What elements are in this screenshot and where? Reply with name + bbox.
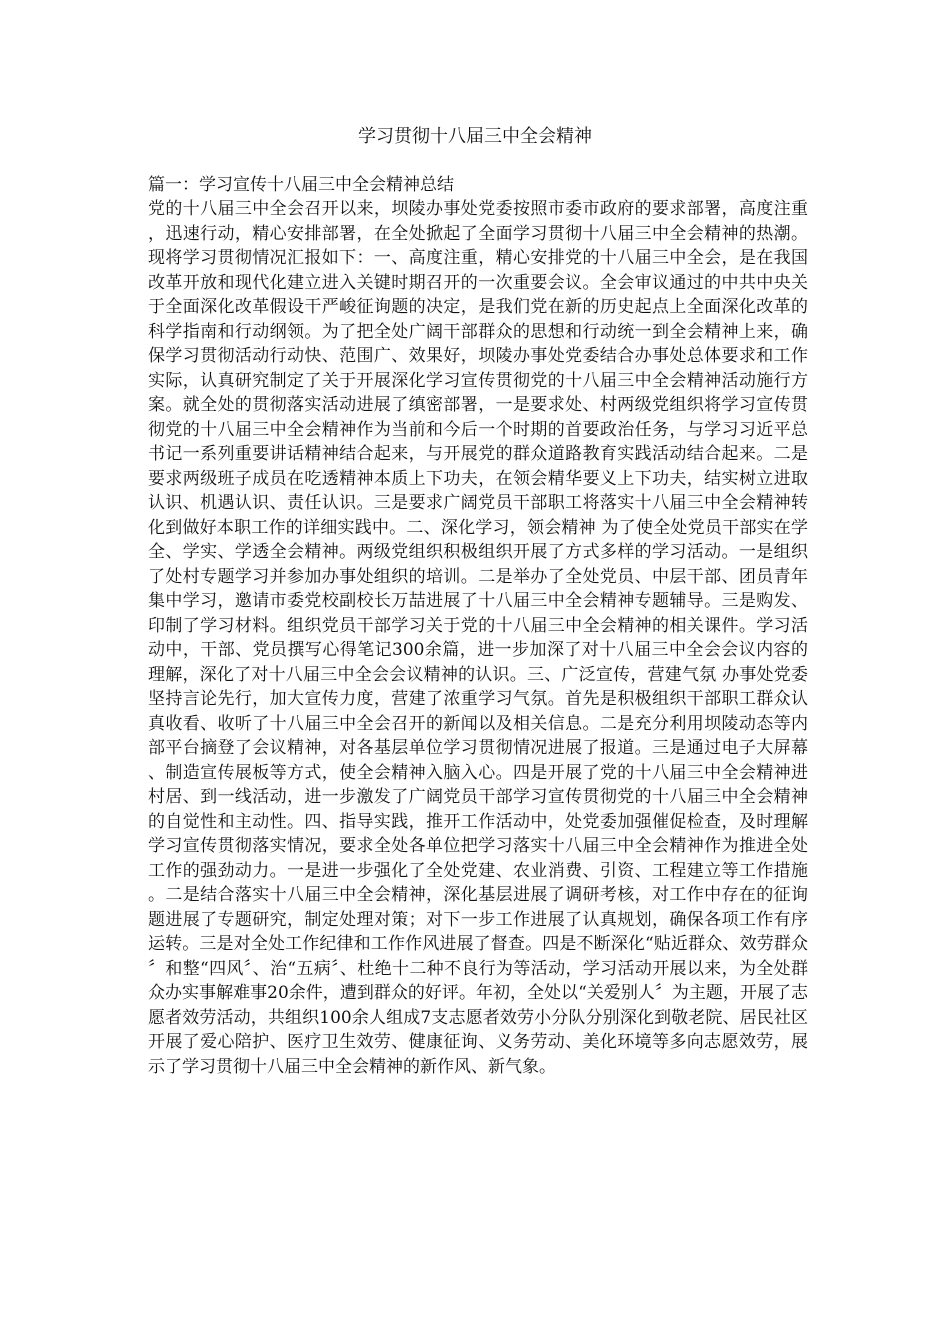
document-title: 学习贯彻十八届三中全会精神 [358,126,592,147]
body-paragraph: 党的十八届三中全会召开以来，坝陵办事处党委按照市委市政府的要求部署，高度注重，迅速行动，精心安排部署，在全处掀起了全面学习贯彻十八届三中全会精神的热潮。现将学习贯彻情况汇报如下：一、高度注重，精心安排党的十八届三中全会，是在我国改革开放和现代化建立进入关键时期召开的一次重要会议。全会审议通过的中共中央关于全面深化改革假设干严峻征询题的决定，是我们党在新的历史起点上全面深化改革的科学指南和行动纲领。为了把全处广阔干部群众的思想和行动统一到全会精神上来，确保学习贯彻活动行动快、范围广、效果好，坝陵办事处党委结合办事处总体要求和工作实际，认真研究制定了关于开展深化学习宣传贯彻党的十八届三中全会精神活动施行方案。就全处的贯彻落实活动进展了缜密部署，一是要求处、村两级党组织将学习宣传贯彻党的十八届三中全会精神作为当前和今后一个时期的首要政治任务，与学习习近平总书记一系列重要讲话精神结合起来，与开展党的群众道路教育实践活动结合起来。二是要求两级班子成员在吃透精神本质上下功夫，在领会精华要义上下功夫，结实树立进取认识、机遇认识、责任认识。三是要求广阔党员干部职工将落实十八届三中全会精神转化到做好本职工作的详细实践中。二、深化学习，领会精神 为了使全处党员干部实在学全、学实、学透全会精神。两级党组织积极组织开展了方式多样的学习活动。一是组织了处村专题学习并参加办事处组织的培训。二是举办了全处党员、中层干部、团员青年集中学习，邀请市委党校副校长万喆进展了十八届三中全会精神专题辅导。三是购发、印制了学习材料。组织党员干部学习关于党的十八届三中全会精神的相关课件。学习活动中，干部、党员撰写心得笔记300余篇，进一步加深了对十八届三中全会会议内容的理解，深化了对十八届三中全会会议精神的认识。三、广泛宣传，营建气氛 办事处党委坚持言论先行，加大宣传力度，营建了浓重学习气氛。首先是积极组织干部职工群众认真收看、收听了十八届三中全会召开的新闻以及相关信息。二是充分利用坝陵动态等内部平台摘登了会议精神，对各基层单位学习贯彻情况进展了报道。三是通过电子大屏幕、制造宣传展板等方式，使全会精神入脑入心。四是开展了党的十八届三中全会精神进村居、到一线活动，进一步激发了广阔党员干部学习宣传贯彻党的十八届三中全会精神的自觉性和主动性。四、指导实践，推开工作活动中，处党委加强催促检查，及时理解学习宣传贯彻落实情况，要求全处各单位把学习落实十八届三中全会精神作为推进全处工作的强劲动力。一是进一步强化了全处党建、农业消费、引资、工程建立等工作措施。二是结合落实十八届三中全会精神，深化基层进展了调研考核，对工作中存在的征询题进展了专题研究，制定处理对策；对下一步工作进展了认真规划，确保各项工作有序运转。三是对全处工作纪律和工作作风进展了督查。四是不断深化“贴近群众、效劳群众〞和整“四风〞、治“五病〞、杜绝十二种不良行为等活动，学习活动开展以来，为全处群众办实事解难事20余件，遭到群众的好评。年初，全处以“关爱别人〞为主题，开展了志愿者效劳活动，共组织100余人组成7支志愿者效劳小分队分别深化到敬老院、居民社区开展了爱心陪护、医疗卫生效劳、健康征询、义务劳动、美化环境等多向志愿效劳，展示了学习贯彻十八届三中全会精神的新作风、新气象。 [148,199,808,1077]
section-heading: 篇一：学习宣传十八届三中全会精神总结 [148,175,454,195]
